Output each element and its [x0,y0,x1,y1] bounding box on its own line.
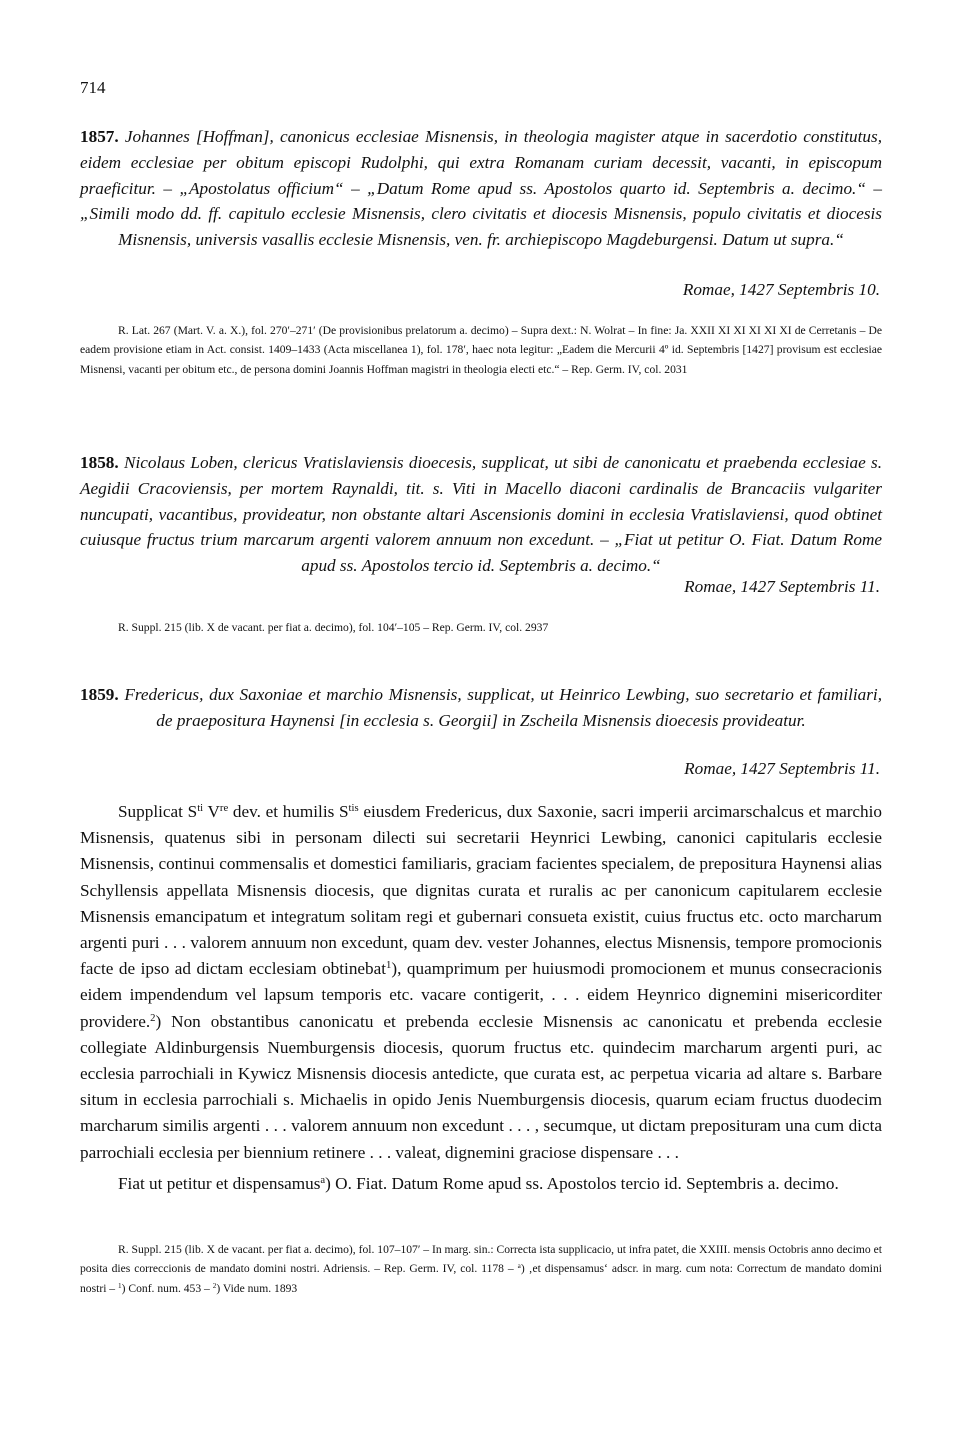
entry-1859-body-text: Supplicat $S^{ti}$ Vre dev. et humilis $S^{tis}$ eiusdem Fredericus, dux Saxonie, sacri imperii arcimarschalcus et marchio Misnensis, quatenus sibi in personam dilecti sui secretarii Heynrici Lewbing, canonici capitularis ecclesie Misnensis, continui commensalis et domestici familiaris, graciam facientes specialem, de prepositura Haynensi alias Schyllensis appellata Misnensis diocesis, que dignitas curata et ruralis ac per canonicum capitularem ecclesie Misnensis emancipatum et integratum solitam regi et gubernari consueta existit, cuius fructus etc. octo marcharum argenti puri . . . valorem annuum non excedunt, quam dev. vester Johannes, electus Misnensis, tempore promocionis facte de ipso ad dictam ecclesiam obtinebat$^1$), quamprimum per huiusmodi promocionem et munus consecracionis eidem impendendum vel lapsum temporis etc. vacare contigerit, . . . eidem Heynrico dignemini misericorditer providere.$^2$) Non obstantibus canonicatu et prebenda ecclesie Misnensis ac canonicatu et prebenda ecclesie collegiate Aldinburgensis Nuemburgensis diocesis, quorum fructus etc. quindecim marcharum argenti puri, ac ecclesia parrochiali in Kywicz Misnensis diocesis antedicte, que curata est, ac perpetua vicaria ad altare s. Barbare situm in ecclesia parrochiali s. Michaelis in opido Jenis Nuemburgensis diocesis, quarum eciam fructus duodecim marcharum similis argenti . . . valorem annuum non excedunt . . . , secumque, ut dictam preposituram una cum dicta parrochiali ecclesia per biennium retinere . . . valeat, dignemini graciose dispensare . . . [80,802,883,1162]
entry-1859-fiat-text: Fiat ut petitur et dispensamus$^a$) O. Fiat. Datum Rome apud ss. Apostolos tercio id. Septembris a. decimo. [118,1174,839,1193]
entry-1858-summary [80,450,882,579]
entry-1857-source-note: R. Lat. 267 (Mart. V. a. X.), fol. 270′–271′ (De provisionibus prelatorum a. decimo) – Supra dext.: N. Wolrat – In fine: Ja. XXII XI XI XI XI XI de Cerretanis – De eadem provisione etiam in Act. consist. 1409–1433 (Acta miscellanea 1), fol. 178′, haec nota legitur: „Eadem die Mercurii 4º id. Septembris [1427] provisum est ecclesiae Misnensi, vacanti per obitum etc., de persona domini Joannis Hoffman magistri in theologia electi etc.“ – Rep. Germ. IV, col. 2031 [80,324,882,376]
entry-1859-summary [80,682,882,734]
entry-number: 1858. [80,453,119,472]
entry-summary-text: Fredericus, dux Saxoniae et marchio Misnensis, supplicat, ut Heinrico Lewbing, suo secretario et familiari, de praepositura Haynensi [in ecclesia s. Georgii] in Zscheila Misnensis dioecesis provideatur. [124,685,882,730]
entry-1858-date: Romae, 1427 Septembris 11. [684,577,880,596]
entry-summary-text: Nicolaus Loben, clericus Vratislaviensis dioecesis, supplicat, ut sibi de canonicatu et praebenda ecclesiae s. Aegidii Cracoviensis, per mortem Raynaldi, tit. s. Viti in Macello diaconi cardinalis de Brancaciis vulgariter nuncupati, vacantibus, provideatur, non obstante altari Ascensionis domini in ecclesia Vratislaviensi, quod obtinet cuiusque fructus trium marcarum argenti valorem annuum non excedunt. – „Fiat ut petitur O. Fiat. Datum Rome apud ss. Apostolos tercio id. Septembris a. decimo.“ [80,453,882,576]
entry-number: 1857. [80,127,119,146]
entry-1857-summary [80,124,882,253]
entry-1858-source-note: R. Suppl. 215 (lib. X de vacant. per fiat a. decimo), fol. 104′–105 – Rep. Germ. IV, col. 2937 [118,621,549,634]
entry-summary-text: Johannes [Hoffman], canonicus ecclesiae Misnensis, in theologia magister atque in sacerdotio constitutus, eidem ecclesiae per obitum episcopi Rudolphi, qui extra Romanam curiam decessit, vacanti, in episcopum praeficitur. – „Apostolatus officium“ – „Datum Rome apud ss. Apostolos quarto id. Septembris a. decimo.“ – „Simili modo dd. ff. capitulo ecclesie Misnensis, clero civitatis et diocesis Misnensis, populo civitatis et diocesis Misnensis, universis vasallis ecclesie Misnensis, ven. fr. archiepiscopo Magdeburgensi. Datum ut supra.“ [80,127,882,250]
page-number: 714 [80,78,106,97]
entry-1859-source-note: R. Suppl. 215 (lib. X de vacant. per fiat a. decimo), fol. 107–107′ – In marg. sin.: Correcta ista supplicacio, ut infra patet, die XXIII. mensis Octobris anno decimo et posita dies correccionis de mandato domini nostri. Adriensis. – Rep. Germ. IV, col. 1178 – $^a$) ‚et dispensamus‘ adscr. in marg. cum nota: Correctum de mandato domini nostri – $^1$) Conf. num. 453 – $^2$) Vide num. 1893 [80,1243,882,1295]
entry-1859-date: Romae, 1427 Septembris 11. [684,759,880,778]
entry-number: 1859. [80,685,119,704]
entry-1857-date: Romae, 1427 Septembris 10. [682,280,880,299]
